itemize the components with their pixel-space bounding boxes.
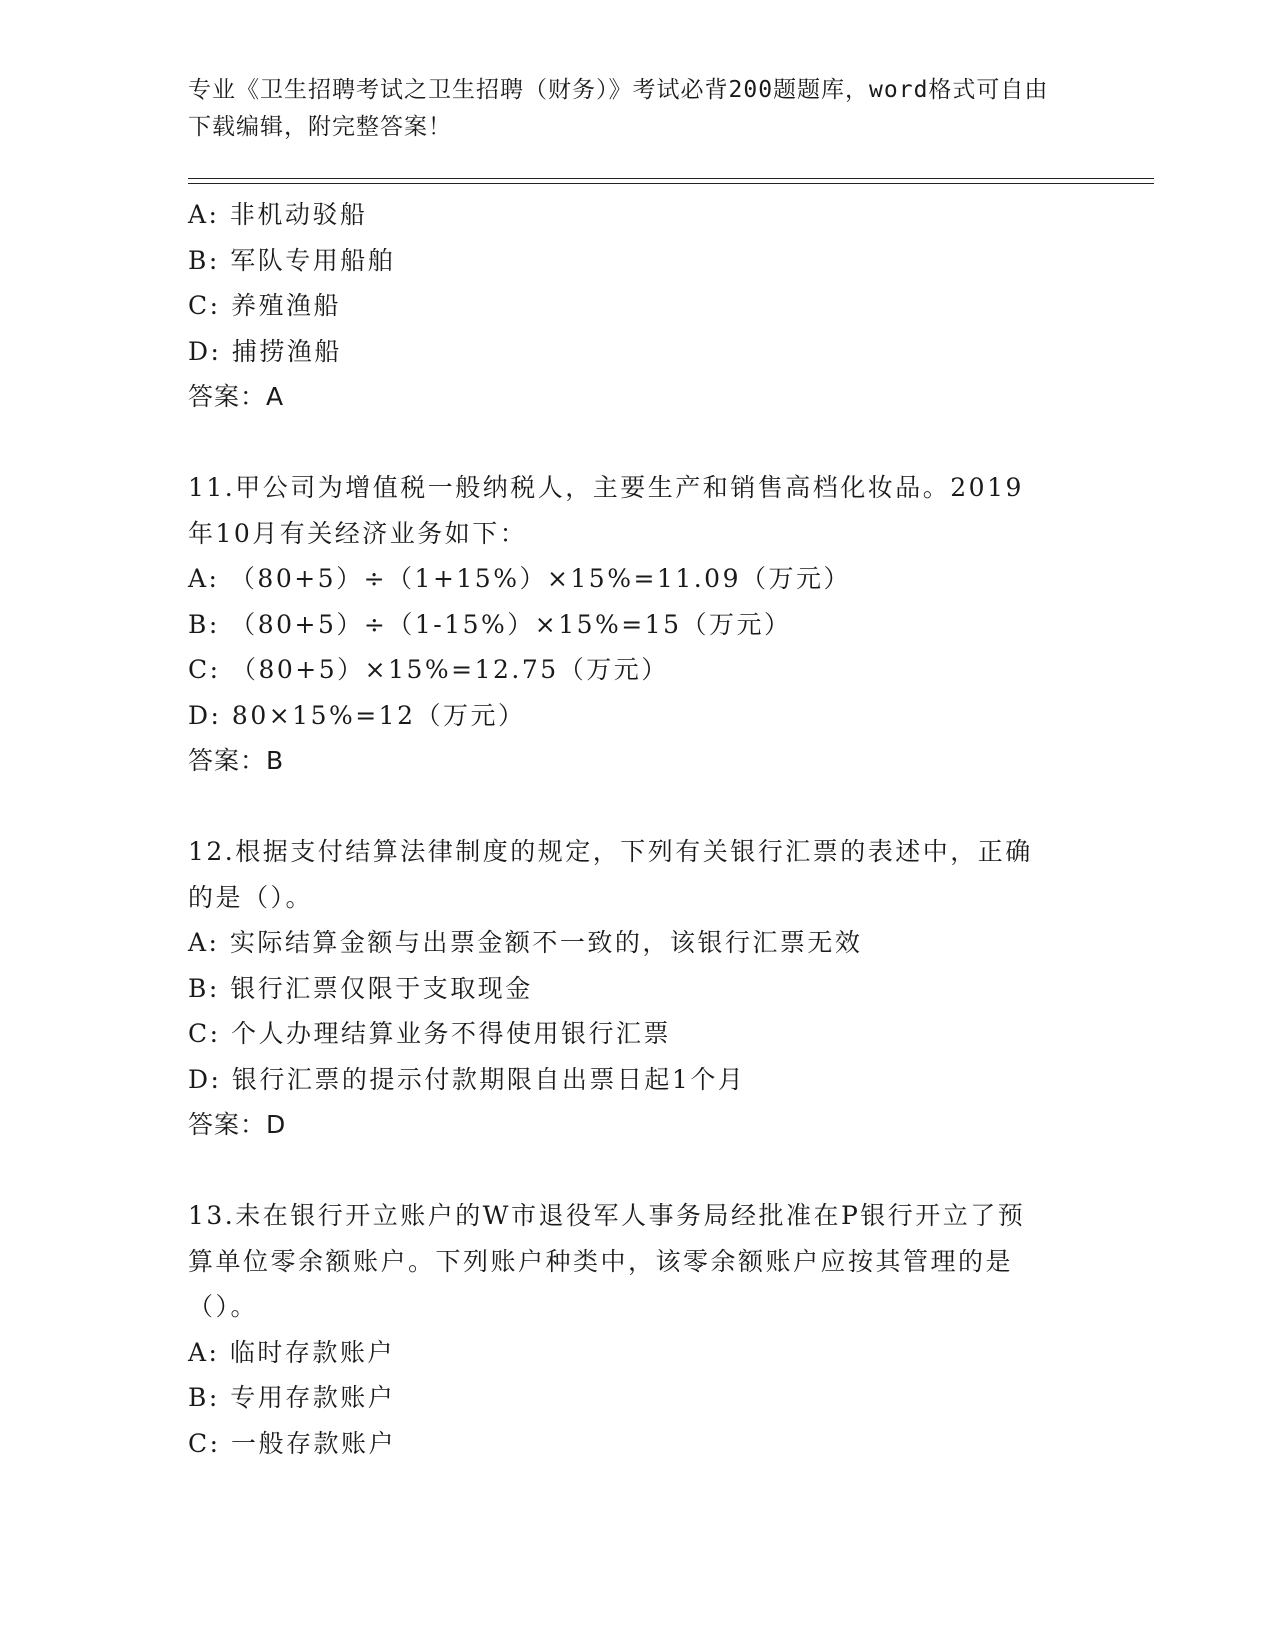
spacer	[188, 784, 1088, 830]
option-b: B: （80+5）÷（1-15%）×15%=15（万元）	[188, 609, 792, 639]
question-block-10	[188, 192, 1088, 420]
answer-line: 答案：D	[188, 1110, 287, 1139]
question-text-cont: 的是（）。	[188, 882, 314, 912]
question-block-12	[188, 829, 1088, 1148]
answer-line: 答案：B	[188, 746, 285, 775]
question-block-11	[188, 465, 1088, 784]
option-d: D: 银行汇票的提示付款期限自出票日起1个月	[188, 1064, 746, 1094]
question-block-13	[188, 1193, 1088, 1466]
answer-line: 答案：A	[188, 382, 285, 411]
question-text-cont: 年10月有关经济业务如下：	[188, 518, 528, 548]
option-a: A: 实际结算金额与出票金额不一致的，该银行汇票无效	[188, 928, 863, 957]
document-body	[188, 192, 1088, 1466]
question-text: 13.未在银行开立账户的W市退役军人事务局经批准在P银行开立了预	[188, 1201, 1026, 1230]
option-c: C: 个人办理结算业务不得使用银行汇票	[188, 1019, 671, 1048]
header-divider-top	[188, 178, 1154, 179]
option-b: B: 军队专用船舶	[188, 245, 396, 275]
option-d: D: 80×15%=12（万元）	[188, 700, 526, 730]
option-b: B: 专用存款账户	[188, 1383, 396, 1412]
option-d: D: 捕捞渔船	[188, 336, 342, 366]
option-a: A: （80+5）÷（1+15%）×15%=11.09（万元）	[188, 564, 851, 593]
spacer	[188, 1148, 1088, 1194]
header-divider-bottom	[188, 183, 1154, 184]
option-a: A: 非机动驳船	[188, 200, 368, 229]
document-header: 专业《卫生招聘考试之卫生招聘（财务）》考试必背200题题库，word格式可自由下载编辑，附完整答案！	[188, 77, 1049, 140]
question-text: 11.甲公司为增值税一般纳税人，主要生产和销售高档化妆品。2019	[188, 473, 1024, 502]
spacer	[188, 420, 1088, 466]
question-text-cont: 算单位零余额账户。下列账户种类中，该零余额账户应按其管理的是	[188, 1246, 1014, 1276]
option-a: A: 临时存款账户	[188, 1337, 395, 1367]
question-text-cont: （）。	[188, 1292, 259, 1321]
option-c: C: 一般存款账户	[188, 1428, 396, 1458]
option-c: C: 养殖渔船	[188, 291, 341, 320]
question-text: 12.根据支付结算法律制度的规定，下列有关银行汇票的表述中，正确	[188, 837, 1033, 866]
option-c: C: （80+5）×15%=12.75（万元）	[188, 655, 669, 684]
option-b: B: 银行汇票仅限于支取现金	[188, 973, 533, 1003]
